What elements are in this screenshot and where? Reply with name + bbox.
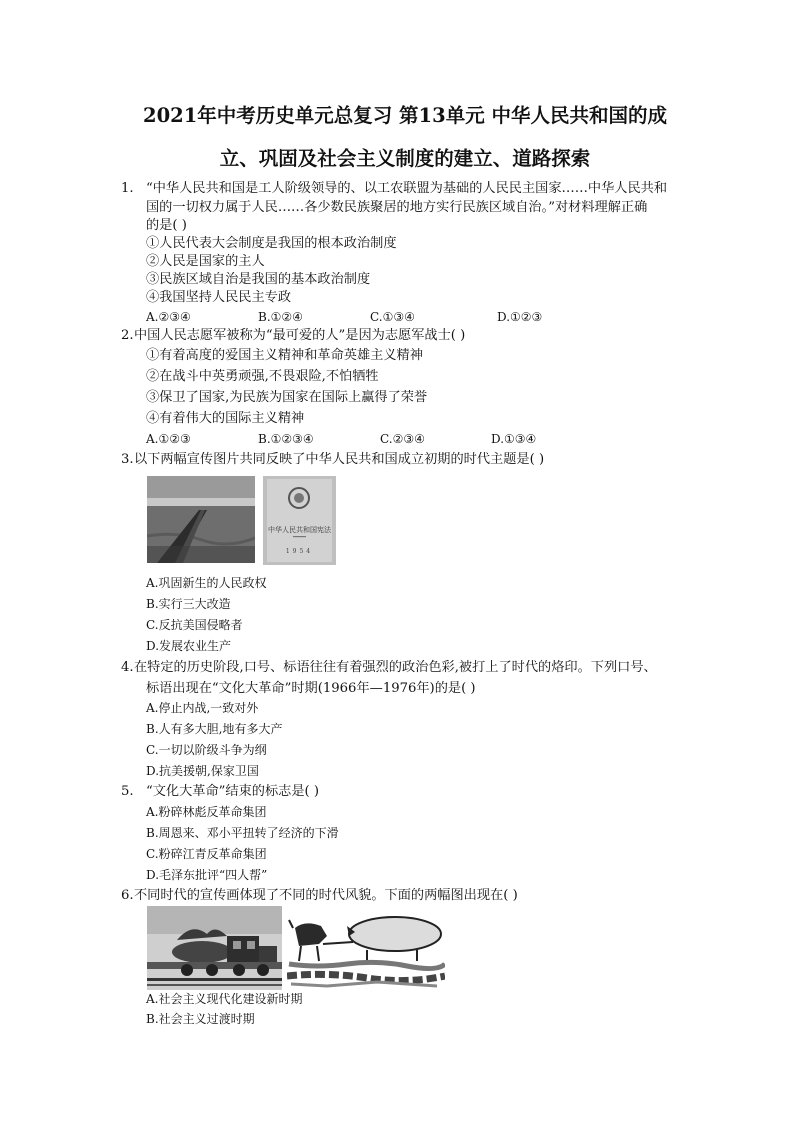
question-4-stem-line-1: 在特定的历史阶段,口号、标语往往有着强烈的政治色彩,被打上了时代的烙印。下列口号、	[134, 660, 657, 675]
question-5-stem: “文化大革命”结束的标志是( )	[146, 784, 320, 799]
question-4-option-d: D.抗美援朝,保家卫国	[146, 764, 259, 778]
question-1-statement-2: ②人民是国家的主人	[146, 254, 265, 269]
question-2-statement-3: ③保卫了国家,为民族为国家在国际上赢得了荣誉	[146, 390, 428, 405]
question-5-option-c: C.粉碎江青反革命集团	[146, 847, 267, 861]
question-4-option-a: A.停止内战,一致对外	[146, 701, 259, 715]
question-5-option-b: B.周恩来、邓小平扭转了经济的下滑	[146, 826, 339, 840]
question-2-option-b: B.①②③④	[258, 432, 314, 446]
question-1-stem-line-3: 的是( )	[146, 218, 187, 233]
question-3-option-c: C.反抗美国侵略者	[146, 618, 243, 632]
constitution-cover-year: 1954	[285, 548, 314, 555]
question-1-number: 1.	[121, 181, 134, 196]
question-2-option-c: C.②③④	[380, 432, 425, 446]
question-6-image-ox-cart	[287, 906, 445, 990]
question-1-statement-4: ④我国坚持人民民主专政	[146, 290, 292, 305]
question-5-option-a: A.粉碎林彪反革命集团	[146, 805, 267, 819]
question-1-statement-3: ③民族区域自治是我国的基本政治制度	[146, 272, 371, 287]
question-1-stem-line-2: 国的一切权力属于人民……各少数民族聚居的地方实行民族区域自治。”对材料理解正确	[146, 200, 648, 215]
question-4-option-b: B.人有多大胆,地有多大产	[146, 722, 283, 736]
question-2-statement-1: ①有着高度的爱国主义精神和革命英雄主义精神	[146, 348, 423, 363]
question-3-stem: 以下两幅宣传图片共同反映了中华人民共和国成立初期的时代主题是( )	[134, 452, 545, 467]
question-5-option-d: D.毛泽东批评“四人帮”	[146, 868, 268, 882]
question-4-number: 4.	[121, 660, 134, 675]
question-1-stem-line-1: “中华人民共和国是工人阶级领导的、以工农联盟为基础的人民民主国家……中华人民共和	[146, 181, 668, 196]
question-1-option-d: D.①②③	[497, 310, 543, 324]
question-6-number: 6.	[121, 888, 134, 903]
question-2-option-a: A.①②③	[146, 432, 191, 446]
question-6-option-b: B.社会主义过渡时期	[146, 1012, 255, 1026]
question-2-number: 2.	[121, 328, 134, 343]
question-6-image-train	[147, 906, 282, 990]
question-3-image-dam	[147, 476, 255, 563]
question-3-option-d: D.发展农业生产	[146, 639, 232, 653]
question-3-option-a: A.巩固新生的人民政权	[146, 576, 267, 590]
question-4-stem-line-2: 标语出现在“文化大革命”时期(1966年—1976年)的是( )	[146, 681, 476, 696]
question-3-image-constitution	[263, 476, 336, 565]
question-1-option-b: B.①②④	[258, 310, 303, 324]
question-4-option-c: C.一切以阶级斗争为纲	[146, 743, 267, 757]
question-2-statement-2: ②在战斗中英勇顽强,不畏艰险,不怕牺牲	[146, 369, 379, 384]
question-1-option-c: C.①③④	[370, 310, 415, 324]
constitution-cover-title: 中华人民共和国宪法	[268, 526, 331, 534]
question-6-stem: 不同时代的宣传画体现了不同的时代风貌。下面的两幅图出现在( )	[134, 888, 518, 903]
page-title-line-2: 立、巩固及社会主义制度的建立、道路探索	[219, 147, 591, 170]
question-2-statement-4: ④有着伟大的国际主义精神	[146, 411, 305, 426]
question-6-option-a: A.社会主义现代化建设新时期	[146, 992, 303, 1006]
question-2-stem: 中国人民志愿军被称为“最可爱的人”是因为志愿军战士( )	[134, 328, 466, 343]
question-1-option-a: A.②③④	[146, 310, 191, 324]
question-3-option-b: B.实行三大改造	[146, 597, 231, 611]
question-5-number: 5.	[121, 784, 134, 799]
question-1-statement-1: ①人民代表大会制度是我国的根本政治制度	[146, 236, 397, 251]
question-3-number: 3.	[121, 452, 134, 467]
page-title-line-1: 2021年中考历史单元总复习 第13单元 中华人民共和国的成	[143, 104, 667, 127]
question-2-option-d: D.①③④	[491, 432, 537, 446]
